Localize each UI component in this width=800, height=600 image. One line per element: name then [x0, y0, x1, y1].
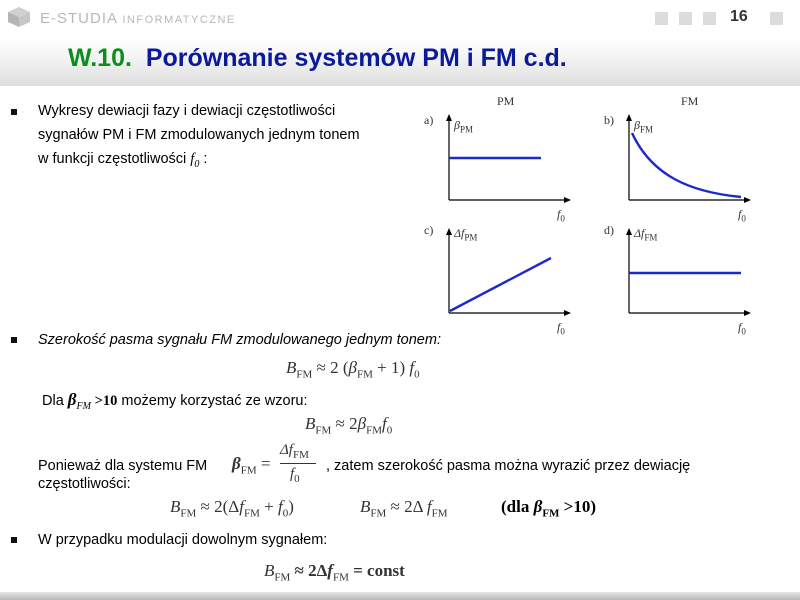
- plot-c-xsub: 0: [560, 326, 565, 337]
- plot-c-ylabel: [454, 226, 477, 242]
- eq4-rest: ≈ 2Δ: [386, 497, 427, 516]
- equation-4: [360, 497, 448, 519]
- bullet3-text: W przypadku modulacji dowolnym sygnałem:: [38, 532, 328, 548]
- eq2-rest: ≈ 2: [331, 414, 358, 433]
- plot-d-xlabel: [738, 320, 746, 336]
- poniewaz-beta: [232, 454, 270, 476]
- eq5-open: (dla: [501, 497, 534, 516]
- poniewaz-beta-sub: FM: [240, 464, 257, 477]
- eq1-rest1: ≈ 2 (: [312, 358, 349, 377]
- plot-c-yarrow: [446, 228, 452, 235]
- poniewaz-num: Δf: [280, 442, 293, 458]
- f0-subscript: 0: [194, 158, 200, 170]
- logo-main: E-STUDIA: [40, 10, 118, 27]
- bullet1-line3-text: w funkcji częstotliwości: [38, 151, 187, 167]
- plot-a-ylabel: [454, 118, 473, 134]
- plot-b-xsym: f: [738, 207, 742, 221]
- plot-b-ylabel: [634, 118, 653, 134]
- bullet1-line1: Wykresy dewiacji fazy i dewiacji częstotliwości: [38, 103, 336, 119]
- poniewaz-post: , zatem szerokość pasma można wyrazić przez dewiację: [326, 458, 691, 474]
- dla-pre: Dla: [42, 393, 68, 409]
- footer-bar: [0, 592, 800, 600]
- eq6-tail: = const: [348, 561, 405, 580]
- plot-d-xsub: 0: [741, 326, 746, 337]
- plot-a-ysub: PM: [459, 124, 473, 135]
- eq6-f: f: [327, 561, 333, 580]
- plot-c-xsym: f: [557, 320, 561, 334]
- eq6-fsub: FM: [332, 571, 349, 584]
- equation-6: [264, 561, 405, 583]
- poniewaz-eqsign: =: [256, 454, 271, 473]
- f0-symbol: f: [190, 151, 195, 167]
- dla-cond: >10: [90, 393, 118, 409]
- eq2-f: f: [382, 414, 387, 433]
- eq2-bsub: FM: [366, 424, 383, 437]
- plot-a-ysym: β: [454, 118, 460, 132]
- poniewaz-densub: 0: [294, 473, 300, 485]
- plot-c-ysub: PM: [464, 232, 478, 243]
- plot-d-yarrow: [626, 228, 632, 235]
- plot-b-letter: b): [604, 113, 614, 127]
- eq1-Bsub: FM: [296, 368, 313, 381]
- plot-d-ylabel: [634, 226, 657, 242]
- eq2-B: B: [305, 414, 316, 433]
- eq4-B: B: [360, 497, 371, 516]
- plot-b-xlabel: [738, 207, 746, 223]
- logo-sub: INFORMATYCZNE: [122, 14, 236, 26]
- eq1-B: B: [286, 358, 297, 377]
- plot-c-ysym: Δf: [454, 226, 465, 240]
- plot-b-ysub: FM: [639, 124, 653, 135]
- plot-d-ysub: FM: [644, 232, 658, 243]
- poniewaz-numerator: [280, 442, 309, 461]
- fraction-bar: [280, 463, 316, 464]
- poniewaz-beta-sym: β: [232, 454, 241, 473]
- eq4-fsub: FM: [431, 507, 448, 520]
- plot-c-xlabel: [557, 320, 565, 336]
- eq2-Bsub: FM: [315, 424, 332, 437]
- equation-5: [501, 497, 596, 519]
- plot-b-ysym: β: [634, 118, 640, 132]
- eq2-fsub: 0: [386, 424, 393, 437]
- plot-a-yarrow: [446, 114, 452, 121]
- plot-d-letter: d): [604, 223, 614, 237]
- eq3-B: B: [170, 497, 181, 516]
- eq3-f1: f: [239, 497, 244, 516]
- poniewaz-numsub: FM: [292, 449, 309, 461]
- dla-line: [42, 388, 308, 419]
- plot-a-xsub: 0: [560, 213, 565, 224]
- plot-b-curve: [632, 133, 741, 197]
- poniewaz-den: f: [290, 466, 295, 482]
- equation-2: [305, 414, 392, 436]
- dla-sub: FM: [76, 400, 91, 412]
- bullet2-text: Szerokość pasma sygnału FM zmodulowanego jednym tonem:: [38, 332, 441, 348]
- equation-3: [170, 497, 294, 519]
- title-number: W.10.: [68, 44, 132, 72]
- plot-d-ysym: Δf: [634, 226, 645, 240]
- title-text: Porównanie systemów PM i FM c.d.: [145, 44, 567, 72]
- eq3-f1sub: FM: [243, 507, 260, 520]
- eq3-f2: f: [277, 497, 283, 516]
- page-number: 16: [730, 8, 748, 25]
- eq1-beta: β: [348, 358, 358, 377]
- eq5-beta: β: [533, 497, 543, 516]
- eq5-cond: >10): [559, 497, 597, 516]
- dla-post: możemy korzystać ze wzoru:: [117, 393, 308, 409]
- poniewaz-pre: Ponieważ dla systemu FM: [38, 458, 208, 474]
- eq3-Bsub: FM: [180, 507, 197, 520]
- plot-d-xarrow: [744, 310, 751, 316]
- equation-1: [286, 358, 420, 380]
- plot-b-xarrow: [744, 197, 751, 203]
- plot-a-xsym: f: [557, 207, 561, 221]
- plot-c-xarrow: [564, 310, 571, 316]
- plot-a-xarrow: [564, 197, 571, 203]
- poniewaz-line2: częstotliwości:: [38, 476, 131, 492]
- plot-col-pm: PM: [497, 94, 515, 108]
- plot-c-curve: [450, 258, 551, 311]
- eq2-beta: β: [357, 414, 367, 433]
- eq4-Bsub: FM: [370, 507, 387, 520]
- plot-b-xsub: 0: [741, 213, 746, 224]
- dla-beta: β: [67, 390, 77, 409]
- eq6-B: B: [264, 561, 275, 580]
- eq3-plus: +: [259, 497, 278, 516]
- eq1-fsub: 0: [414, 368, 420, 381]
- eq3-rest1: ≈ 2(Δ: [196, 497, 240, 516]
- plot-a-letter: a): [424, 113, 434, 127]
- plot-c-letter: c): [424, 223, 434, 237]
- bullet1-colon: :: [203, 151, 208, 167]
- bullet-marker-3: [11, 537, 17, 543]
- plot-col-fm: FM: [681, 94, 699, 108]
- eq5-bsub: FM: [542, 507, 560, 520]
- plot-a-xlabel: [557, 207, 565, 223]
- eq1-bsub: FM: [357, 368, 373, 381]
- bullet1-line2: sygnałów PM i FM zmodulowanych jednym tonem: [38, 127, 360, 143]
- eq1-f: f: [409, 358, 415, 377]
- poniewaz-denominator: [290, 466, 300, 485]
- eq6-rest: ≈ 2Δ: [290, 561, 328, 580]
- plot-b-yarrow: [626, 114, 632, 121]
- plot-d-xsym: f: [738, 320, 742, 334]
- eq3-close: ): [288, 497, 294, 516]
- eq3-f2sub: 0: [282, 507, 289, 520]
- eq1-rest2: + 1): [372, 358, 410, 377]
- bullet-marker-2: [11, 337, 17, 343]
- eq6-Bsub: FM: [274, 571, 291, 584]
- eq4-f: f: [426, 497, 432, 516]
